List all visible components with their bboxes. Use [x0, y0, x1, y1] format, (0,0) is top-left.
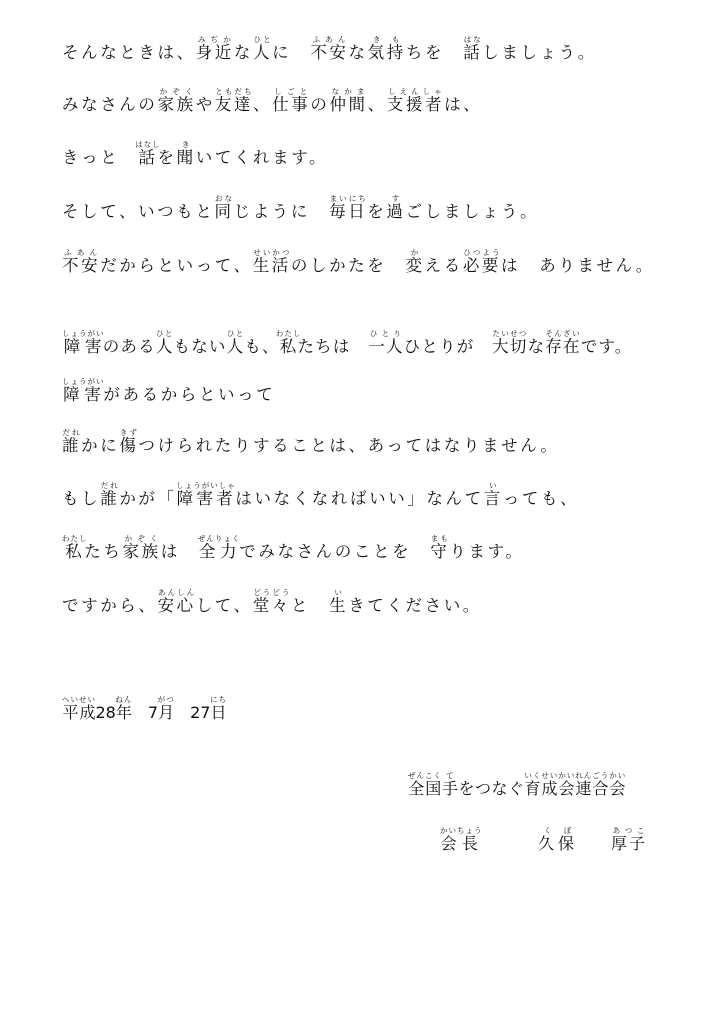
- furigana-reading: ともだち: [214, 87, 253, 96]
- furigana-word: [209, 695, 227, 722]
- kanji-text: 友達: [214, 95, 254, 114]
- furigana-word: [329, 87, 368, 114]
- furigana-reading: ひつよう: [462, 248, 501, 257]
- furigana-reading: たいせつ: [492, 329, 528, 338]
- kanji-text: 安心: [157, 596, 196, 615]
- furigana-word: [386, 35, 406, 62]
- furigana-word: [483, 481, 503, 508]
- text-run: 、: [253, 95, 273, 114]
- kanji-text: 過: [386, 202, 406, 221]
- body-line-2: [62, 87, 482, 114]
- furigana-reading: いくせいかいれんごうかい: [524, 771, 627, 780]
- furigana-word: [62, 534, 88, 561]
- text-run: える: [424, 256, 463, 275]
- text-run: いてくれます。: [195, 148, 329, 167]
- furigana-word: [135, 140, 161, 167]
- furigana-word: [214, 87, 254, 114]
- text-run: な: [348, 43, 368, 62]
- signatory-role: [440, 826, 483, 852]
- furigana-reading: そんざい: [545, 329, 581, 338]
- furigana-word: [119, 428, 139, 455]
- kanji-text: 傷: [119, 436, 139, 455]
- signatory-given-name: [611, 826, 647, 852]
- furigana-word: [440, 826, 483, 853]
- kanji-text: 人: [155, 337, 174, 356]
- kanji-text: 堂々: [252, 596, 291, 615]
- body-line-4: [62, 194, 539, 221]
- text-run: 27: [174, 703, 211, 722]
- furigana-reading: ひと: [253, 35, 273, 44]
- furigana-word: [275, 329, 302, 356]
- furigana-word: [62, 248, 101, 275]
- text-run: かに: [81, 436, 120, 455]
- kanji-text: 人: [253, 43, 273, 62]
- furigana-reading: かいちょう: [440, 826, 483, 835]
- text-run: があるからといって: [103, 385, 276, 404]
- kanji-text: 大切: [492, 337, 528, 356]
- text-run: きっと: [62, 148, 139, 167]
- body-line-6: [62, 329, 633, 356]
- furigana-reading: せいかつ: [252, 248, 291, 257]
- furigana-word: [115, 695, 133, 722]
- furigana-reading: しょうがい: [62, 329, 105, 338]
- kanji-text: 誰: [100, 489, 120, 508]
- furigana-word: [62, 329, 105, 356]
- kanji-text: 言: [483, 489, 503, 508]
- furigana-reading: い: [329, 588, 349, 597]
- body-line-1: [62, 35, 597, 62]
- furigana-word: [430, 534, 450, 561]
- text-run: 、: [367, 95, 387, 114]
- furigana-word: [329, 588, 349, 615]
- kanji-text: 不安: [310, 43, 349, 62]
- kanji-text: 家族: [122, 542, 161, 561]
- furigana-reading: か: [405, 248, 425, 257]
- furigana-word: [100, 481, 120, 508]
- furigana-word: [62, 428, 82, 455]
- furigana-word: [253, 35, 273, 62]
- body-line-10: [62, 534, 525, 561]
- kanji-text: 守: [430, 542, 450, 561]
- furigana-reading: ふあん: [310, 35, 349, 44]
- text-run: かが「: [119, 489, 177, 508]
- kanji-text: 毎日: [329, 202, 368, 221]
- kanji-text: 仕事: [272, 95, 311, 114]
- furigana-reading: かぞく: [157, 87, 196, 96]
- kanji-text: 平成: [62, 703, 96, 722]
- kanji-text: 不安: [62, 256, 101, 275]
- furigana-word: [197, 534, 241, 561]
- furigana-reading: くぼ: [538, 826, 579, 835]
- text-run: きてください。: [348, 596, 482, 615]
- text-run: な: [233, 43, 254, 62]
- text-run: 28: [95, 703, 116, 722]
- furigana-word: [176, 140, 196, 167]
- body-line-11: [62, 588, 482, 615]
- signatory-family-name: [538, 826, 578, 852]
- text-run: たち: [84, 542, 123, 561]
- text-run: ひとりが: [403, 337, 493, 356]
- text-run: をつなぐ: [458, 779, 525, 798]
- kanji-text: 生活: [252, 256, 291, 275]
- text-run: そして、いつもと: [62, 202, 215, 221]
- text-run: に: [272, 43, 311, 62]
- furigana-word: [310, 35, 349, 62]
- text-run: な: [527, 337, 546, 356]
- furigana-reading: き: [176, 140, 196, 149]
- text-run: はいなくなればいい」なんて: [235, 489, 484, 508]
- text-run: もし: [62, 489, 101, 508]
- furigana-reading: き: [367, 35, 387, 44]
- furigana-reading: ぜんこく: [408, 771, 442, 780]
- furigana-word: [155, 329, 174, 356]
- furigana-reading: がつ: [157, 695, 175, 704]
- text-run: しましょう。: [482, 43, 597, 62]
- furigana-word: [408, 771, 442, 798]
- furigana-reading: あんしん: [157, 588, 196, 597]
- furigana-word: [441, 771, 459, 798]
- furigana-word: [405, 248, 425, 275]
- text-run: でみなさんのことを: [239, 542, 431, 561]
- text-run: ごしましょう。: [405, 202, 540, 221]
- body-line-3: [62, 140, 328, 167]
- furigana-word: [386, 87, 445, 114]
- furigana-reading: だれ: [62, 428, 82, 437]
- text-run: そんなときは、: [62, 43, 196, 62]
- text-run: して、: [195, 596, 253, 615]
- body-line-8: [62, 428, 559, 455]
- text-run: も、: [244, 337, 280, 356]
- kanji-text: 全力: [197, 542, 241, 561]
- kanji-text: 話: [135, 148, 161, 167]
- kanji-text: 厚子: [611, 834, 648, 853]
- kanji-text: 持: [386, 43, 406, 62]
- kanji-text: 人: [226, 337, 245, 356]
- kanji-text: 仲間: [329, 95, 368, 114]
- body-line-9: [62, 481, 579, 508]
- furigana-reading: て: [441, 771, 459, 780]
- furigana-word: [367, 35, 387, 62]
- organization-name: [408, 771, 626, 797]
- kanji-text: 支援者: [386, 95, 445, 114]
- furigana-word: [272, 87, 311, 114]
- furigana-reading: ふあん: [62, 248, 101, 257]
- text-run: を: [157, 148, 177, 167]
- furigana-word: [252, 588, 291, 615]
- furigana-word: [386, 194, 406, 221]
- furigana-word: [611, 826, 648, 853]
- furigana-word: [492, 329, 528, 356]
- furigana-reading: まいにち: [329, 194, 368, 203]
- text-run: は: [160, 542, 199, 561]
- furigana-reading: まも: [430, 534, 450, 543]
- kanji-text: 障害者: [176, 489, 236, 508]
- text-run: もない: [173, 337, 227, 356]
- text-run: や: [195, 95, 215, 114]
- furigana-reading: あつこ: [611, 826, 648, 835]
- kanji-text: 久保: [538, 834, 579, 853]
- furigana-reading: どうどう: [252, 588, 291, 597]
- furigana-word: [545, 329, 581, 356]
- kanji-text: 生: [329, 596, 349, 615]
- furigana-reading: だれ: [100, 481, 120, 490]
- kanji-text: 気: [367, 43, 387, 62]
- furigana-reading: へいせい: [62, 695, 96, 704]
- kanji-text: 私: [62, 542, 88, 561]
- kanji-text: 同: [214, 202, 234, 221]
- text-run: と: [290, 596, 330, 615]
- furigana-reading: ひと: [226, 329, 245, 338]
- furigana-reading: にち: [209, 695, 227, 704]
- kanji-text: 身近: [195, 43, 234, 62]
- kanji-text: 育成会連合会: [524, 779, 627, 798]
- kanji-text: 障害: [62, 337, 105, 356]
- furigana-word: [157, 588, 196, 615]
- kanji-text: 手: [441, 779, 459, 798]
- text-run: を: [367, 202, 387, 221]
- furigana-word: [157, 695, 175, 722]
- date: [62, 695, 227, 721]
- furigana-reading: わたし: [275, 329, 302, 338]
- furigana-reading: おな: [214, 194, 234, 203]
- furigana-reading: はなし: [135, 140, 161, 149]
- furigana-reading: ぜんりょく: [197, 534, 241, 543]
- kanji-text: 存在: [545, 337, 581, 356]
- kanji-text: 必要: [462, 256, 502, 275]
- furigana-reading: す: [386, 194, 406, 203]
- text-run: のしかたを: [290, 256, 406, 275]
- furigana-reading: しょうがい: [62, 377, 105, 386]
- body-line-5: [62, 248, 655, 275]
- kanji-text: 全国: [408, 779, 442, 798]
- text-run: つけられたりすることは、あってはなりません。: [138, 436, 560, 455]
- kanji-text: 会長: [440, 834, 483, 853]
- furigana-word: [524, 771, 627, 798]
- text-run: は、: [444, 95, 483, 114]
- text-run: は ありません。: [501, 256, 655, 275]
- kanji-text: 話: [463, 43, 483, 62]
- furigana-reading: みぢか: [195, 35, 234, 44]
- furigana-reading: はな: [463, 35, 483, 44]
- furigana-word: [176, 481, 236, 508]
- kanji-text: 月: [157, 703, 175, 722]
- furigana-reading: も: [386, 35, 406, 44]
- furigana-word: [252, 248, 291, 275]
- furigana-word: [329, 194, 368, 221]
- furigana-word: [214, 194, 234, 221]
- kanji-text: 変: [405, 256, 425, 275]
- text-run: 7: [131, 703, 159, 722]
- kanji-text: 日: [209, 703, 227, 722]
- furigana-word: [62, 377, 105, 404]
- kanji-text: 私: [275, 337, 302, 356]
- furigana-word: [122, 534, 161, 561]
- furigana-reading: しょうがいしゃ: [176, 481, 236, 490]
- kanji-text: 年: [115, 703, 133, 722]
- kanji-text: 聞: [176, 148, 196, 167]
- kanji-text: 家族: [157, 95, 196, 114]
- text-run: っても、: [502, 489, 580, 508]
- furigana-reading: ひと: [155, 329, 174, 338]
- text-run: みなさんの: [62, 95, 158, 114]
- furigana-word: [462, 248, 502, 275]
- kanji-text: 障害: [62, 385, 105, 404]
- text-run: ります。: [449, 542, 525, 561]
- furigana-reading: ひとり: [368, 329, 404, 338]
- text-run: ですから、: [62, 596, 158, 615]
- furigana-reading: しえんしゃ: [386, 87, 445, 96]
- furigana-word: [226, 329, 245, 356]
- furigana-word: [157, 87, 196, 114]
- furigana-reading: わたし: [62, 534, 88, 543]
- text-run: ちを: [405, 43, 464, 62]
- body-line-7: [62, 377, 275, 404]
- furigana-reading: きず: [119, 428, 139, 437]
- furigana-reading: い: [483, 481, 503, 490]
- kanji-text: 一人: [368, 337, 404, 356]
- furigana-word: [463, 35, 483, 62]
- text-run: だからといって、: [100, 256, 253, 275]
- text-run: じように: [233, 202, 330, 221]
- furigana-word: [195, 35, 234, 62]
- text-run: の: [310, 95, 330, 114]
- furigana-reading: しごと: [272, 87, 311, 96]
- furigana-reading: なかま: [329, 87, 368, 96]
- furigana-word: [538, 826, 579, 853]
- furigana-word: [62, 695, 96, 722]
- furigana-word: [368, 329, 404, 356]
- furigana-reading: かぞく: [122, 534, 161, 543]
- text-run: のある: [102, 337, 156, 356]
- text-run: です。: [580, 337, 633, 356]
- text-run: たちは: [297, 337, 369, 356]
- furigana-reading: ねん: [115, 695, 133, 704]
- kanji-text: 誰: [62, 436, 82, 455]
